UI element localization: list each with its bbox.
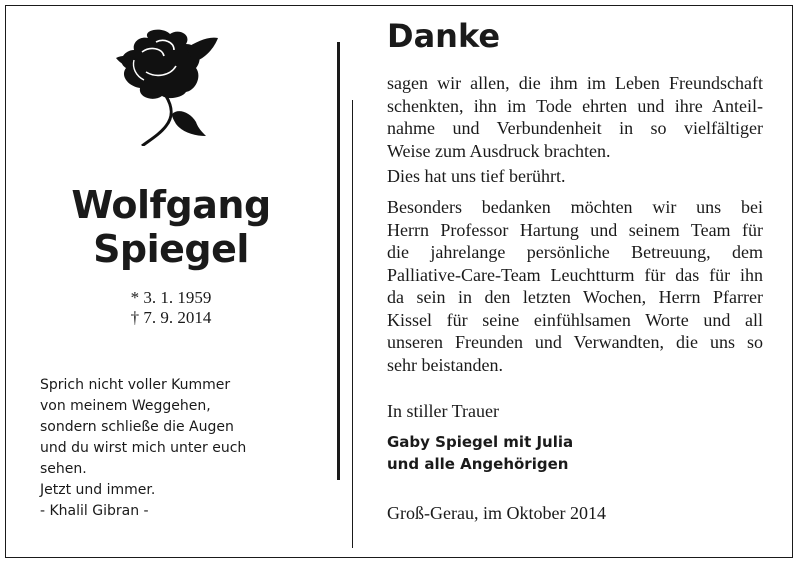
poem-line: sehen. [40,461,87,477]
poem [40,375,310,522]
text-line: die jahrelange persönliche Betreuung, dem [387,242,763,262]
text-line: Kissel für seine einfühlsamen Worte und all [387,309,763,330]
poem-author: - Khalil Gibran - [40,503,149,519]
thanks-heading: Danke [387,17,501,55]
text-line: Palliative-Care-Team Leuchtturm für das für ihn [387,264,763,285]
text-line: schenkten, ihn im Tode ehrten und ihre Anteil- [387,95,763,116]
deceased-last-name: Spiegel [93,227,249,271]
text-line: sagen wir allen, die ihm im Leben Freundschaft [387,73,763,93]
poem-line: Sprich nicht voller Kummer [40,377,231,393]
text-line: Besonders bedanken möchten wir uns bei [387,197,763,217]
poem-line: und du wirst mich unter euch [40,440,247,456]
text-line: Herrn Professor Hartung und seinem Team für [387,219,763,240]
text-line: nahme und Verbundenheit in so vielfältiger [387,118,763,138]
rose-icon [112,28,220,146]
poem-line: von meinem Weggehen, [40,398,211,414]
divider-line [337,42,340,480]
mourning-line: In stiller Trauer [387,401,499,421]
family-signature [387,431,763,475]
text-line: unseren Freunden und Verwandten, die uns so [387,332,763,352]
deceased-first-name: Wolfgang [71,183,271,227]
family-line: und alle Angehörigen [387,455,569,473]
text-line: sehr beistanden. [387,354,503,375]
thanks-paragraph-3 [387,196,763,376]
thanks-paragraph-1 [387,72,763,162]
thanks-paragraph-2: Dies hat uns tief berührt. [387,166,566,186]
place-date: Groß-Gerau, im Oktober 2014 [387,503,606,523]
divider-line-thin [352,100,353,548]
poem-line: Jetzt und immer. [40,482,156,498]
death-date: † 7. 9. 2014 [130,308,212,327]
birth-date: * 3. 1. 1959 [130,288,212,307]
text-line: da sein in den letzten Wochen, Herrn Pfarrer [387,287,763,307]
family-line: Gaby Spiegel mit Julia [387,433,574,451]
poem-line: sondern schließe die Augen [40,419,234,435]
text-line: Weise zum Ausdruck brachten. [387,140,611,161]
